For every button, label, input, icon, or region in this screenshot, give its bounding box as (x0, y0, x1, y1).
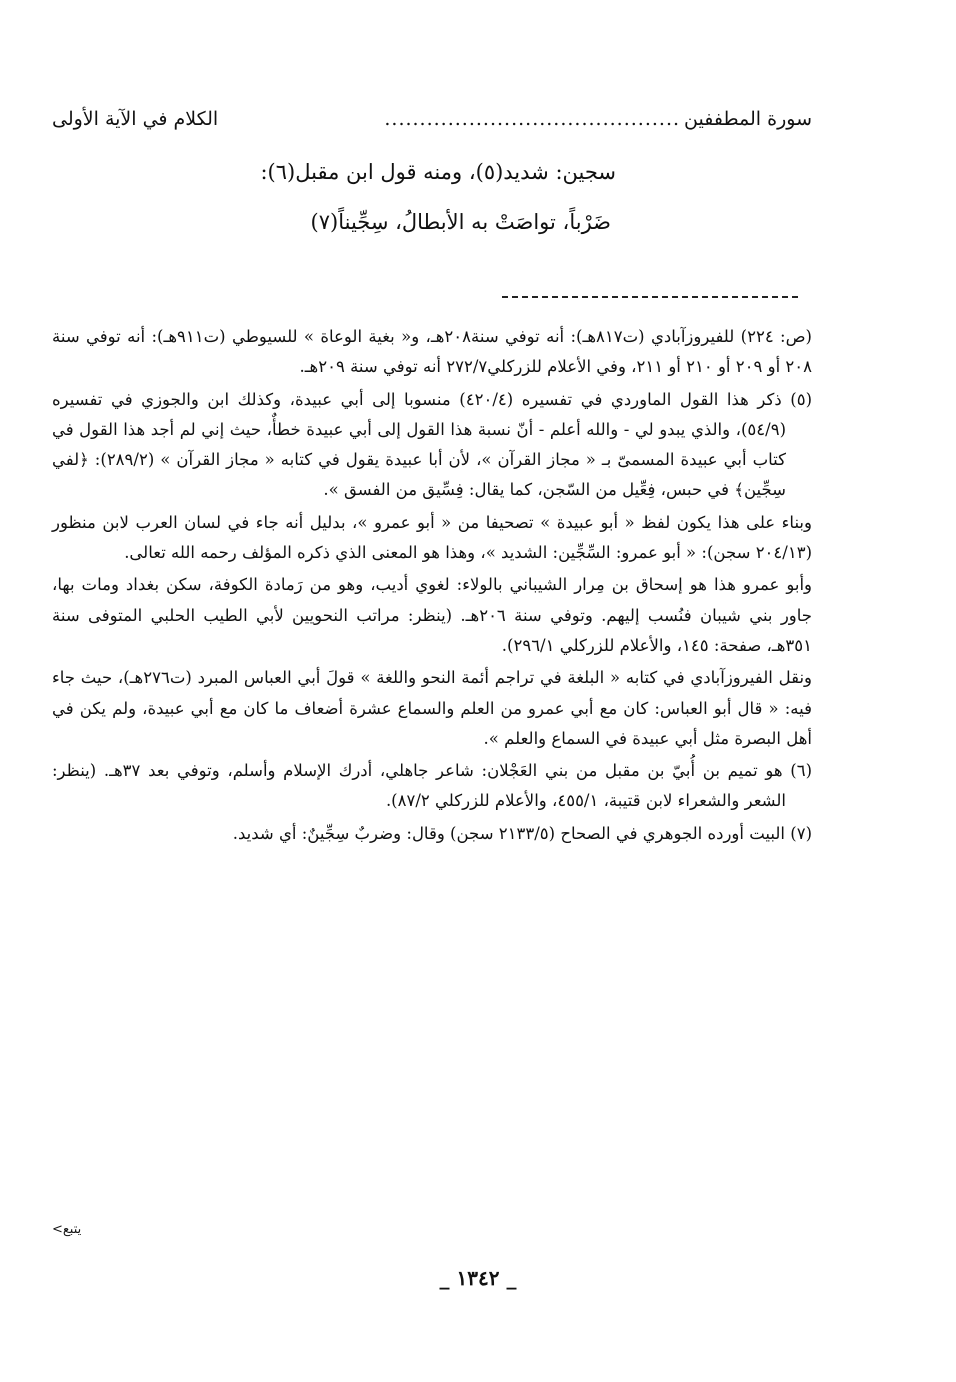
footnote-5: (٥) ذكر هذا القول الماوردي في تفسيره (٤٢٠/٤) منسوبا إلى أبي عبيدة، وكذلك ابن والجوزي في تفسيره (٥٤/٩)، والذي يبدو لي - والله أعلم - أنّ نسبة هذا القول إلى أبي عبيدة خطأٌ، حيث إني لم أجد هذا القول في كتاب أبي عبيدة المسمىّ بـ « مجاز القرآن »، لأن أبا عبيدة يقول في كتابه « مجاز القرآن » (٢٨٩/٢): ﴿لفي سِجِّين﴾ في حبس، فِعِّيل من السّجن، كما يقال: فِسِّيق من الفسق ». (52, 389, 812, 500)
header-topic: الكلام في الآية الأولى (52, 108, 219, 130)
running-header (52, 108, 812, 130)
continued-marker: يتبع> (52, 1222, 82, 1237)
footnote-continuation: (ص: ٢٢٤) للفيروزآبادي (ت٨١٧هـ): أنه توفي سنة٢٠٨هـ، و« بغية الوعاة » للسيوطي (ت٩١١هـ): أنه توفي سنة ٢٠٨ أو ٢٠٩ أو ٢١٠ أو ٢١١، وفي الأعلام للزركلي٢٧٢/٧ أنه توفي سنة ٢٠٩هـ. (52, 327, 812, 377)
main-text-line: سجين: شديد(٥)، ومنه قول ابن مقبل(٦): (260, 160, 616, 184)
footnote-5-paragraph-3: وأبو عمرو هذا هو إسحاق بن مِرار الشيباني بالولاء: لغوي أديب، وهو من رَمادة الكوفة، سكن بغداد ومات بها، جاور بني شيبان فنُسب إليهم. وتوفي سنة ٢٠٦هـ. (ينظر: مراتب النحويين لأبي الطيب الحلبي المتوفى سنة ٣٥١هـ، صفحة: ١٤٥، والأعلام للزركلي ٢٩٦/١). (52, 575, 812, 655)
header-surah: سورة المطففين (684, 108, 812, 130)
poetry-verse: ضَرْباً، تواصَتْ به الأبطالُ، سِجِّيناً(٧) (310, 210, 611, 234)
footnote-5-paragraph-4: ونقل الفيروزآبادي في كتابه « البلغة في تراجم أئمة النحو واللغة » قولَ أبي العباس المبرد (ت٢٧٦هـ)، حيث جاء فيه: « قال أبو العباس: كان مع أبي عمرو من العلم والسماع عشرة أضعاف ما كان مع أبي عبيدة، ولم يكن في أهل البصرة مثل أبي عبيدة في السماع والعلم ». (52, 668, 813, 748)
footnotes-section (52, 322, 812, 851)
footnote-7: (٧) البيت أورده الجوهري في الصحاح (٢١٣٣/٥ سجن) وقال: وضربٌ سِجِّينٌ: أي شديد. (232, 823, 812, 843)
footnote-separator (502, 296, 798, 298)
footnote-5-paragraph-2: وبناء على هذا يكون لفظ « أبو عبيدة » تصحيفا من « أبو عمرو »، بدليل أنه جاء في لسان العرب لابن منظور (٢٠٤/١٣ سجن): « أبو عمرو: السِّجِّين: الشديد »، وهذا هو المعنى الذي ذكره المؤلف رحمه الله تعالى. (52, 512, 812, 563)
footnote-6: (٦) هو تميم بن أُبيّ بن مقبل من بني العَجْلان: شاعر جاهلي، أدرك الإسلام وأسلم، وتوفي بعد ٣٧هـ. (ينظر: الشعر والشعراء لابن قتيبة، ٤٥٥/١، والأعلام للزركلي ٨٧/٢). (52, 761, 813, 811)
header-dots: .......................................... (384, 108, 681, 130)
page-number: _ ١٣٤٢ _ (439, 1266, 517, 1290)
